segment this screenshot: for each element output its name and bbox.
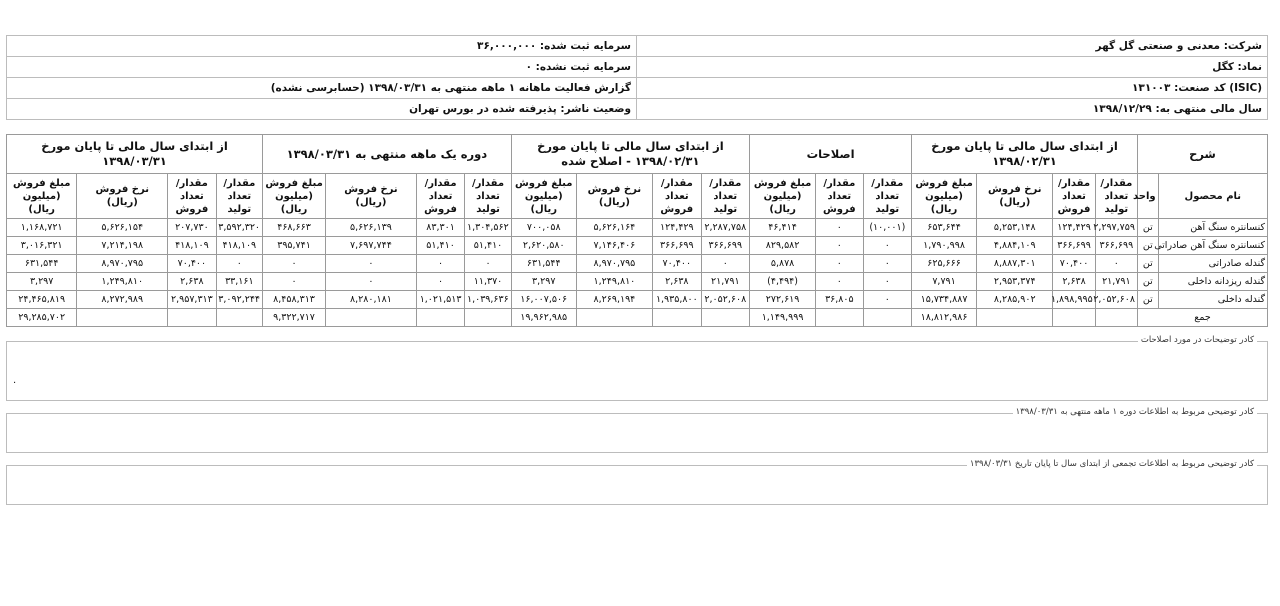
- cumulative-box-legend: کادر توضیحی مربوط به اطلاعات تجمعی از ابتدای سال تا پایان تاریخ ۱۳۹۸/۰۳/۳۱: [967, 459, 1257, 469]
- group-header-1: از ابتدای سال مالی تا پایان مورخ ۱۳۹۸/۰۲/۳۱: [912, 135, 1138, 174]
- cell: ۶۳۱,۵۴۴: [511, 255, 576, 273]
- cell: ۱۶,۰۰۷,۵۰۶: [511, 291, 576, 309]
- cell: ۶۲۵,۶۶۶: [912, 255, 977, 273]
- company-info-table: [6, 35, 1268, 120]
- cell: ۴۱۸,۱۰۹: [168, 237, 216, 255]
- cell: ۰: [701, 255, 749, 273]
- cell: ۲۱,۷۹۱: [1095, 273, 1137, 291]
- cell: ۱,۸۹۸,۹۹۵: [1053, 291, 1095, 309]
- total-row: [7, 309, 1268, 327]
- cell: ۵,۶۲۶,۱۵۴: [77, 219, 168, 237]
- cell: ۰: [263, 273, 326, 291]
- cell: ۰: [216, 255, 262, 273]
- company-name: شرکت: معدنی و صنعتی گل گهر: [637, 36, 1268, 57]
- cell: ۳۶۶,۶۹۹: [1095, 237, 1137, 255]
- fiscal-year: سال مالی منتهی به: ۱۳۹۸/۱۲/۲۹: [637, 99, 1268, 120]
- cell: ۷۰,۴۰۰: [1053, 255, 1095, 273]
- cell: ۲,۶۲۰,۵۸۰: [511, 237, 576, 255]
- cell: ۱۱,۳۷۰: [465, 273, 511, 291]
- cell: ۲,۹۵۳,۳۷۴: [977, 273, 1053, 291]
- subheader-g1-1: مقدار/تعداد تولید: [1095, 174, 1137, 219]
- cell: ۴۶,۴۱۴: [750, 219, 816, 237]
- cell: ۳۶۶,۶۹۹: [701, 237, 749, 255]
- subheader-g5-3: نرخ فروش (ریال): [77, 174, 168, 219]
- cell: ۲,۹۵۷,۳۱۳: [168, 291, 216, 309]
- cell: ۷,۶۹۷,۷۴۴: [326, 237, 417, 255]
- cell: ۲,۶۳۸: [1053, 273, 1095, 291]
- table-row: [7, 219, 1268, 237]
- report-container: [6, 35, 1268, 505]
- cell: ۳,۰۱۶,۳۲۱: [7, 237, 77, 255]
- cell: ۲,۲۹۷,۷۵۹: [1095, 219, 1137, 237]
- group-header-3: از ابتدای سال مالی تا پایان مورخ ۱۳۹۸/۰۲/۳۱ - اصلاح شده: [511, 135, 749, 174]
- cell: ۰: [816, 237, 863, 255]
- cell: ۳۶۶,۶۹۹: [1053, 237, 1095, 255]
- cell: ۱,۹۳۵,۸۰۰: [653, 291, 701, 309]
- table-row: [7, 273, 1268, 291]
- unit: تن: [1138, 291, 1159, 309]
- total-g3: ۱۹,۹۶۲,۹۸۵: [511, 309, 576, 327]
- subheader-g5-1: مقدار/تعداد تولید: [216, 174, 262, 219]
- cell: ۱۵,۷۳۴,۸۸۷: [912, 291, 977, 309]
- cell: ۸,۲۸۰,۱۸۱: [326, 291, 417, 309]
- cell: ۲۴,۴۶۵,۸۱۹: [7, 291, 77, 309]
- subheader-g1-3: نرخ فروش (ریال): [977, 174, 1053, 219]
- symbol: نماد: کگل: [637, 57, 1268, 78]
- table-row: [7, 237, 1268, 255]
- cell: ۱,۷۹۰,۹۹۸: [912, 237, 977, 255]
- subheader-g2-3: مبلغ فروش (میلیون ریال): [750, 174, 816, 219]
- cell: ۸,۴۵۸,۳۱۳: [263, 291, 326, 309]
- cell: ۴۶۸,۶۶۳: [263, 219, 326, 237]
- unit: تن: [1138, 255, 1159, 273]
- subheader-g4-4: مبلغ فروش (میلیون ریال): [263, 174, 326, 219]
- cell: ۷,۷۹۱: [912, 273, 977, 291]
- cell: ۷۰۰,۰۵۸: [511, 219, 576, 237]
- cell: ۴,۸۸۴,۱۰۹: [977, 237, 1053, 255]
- unit: تن: [1138, 273, 1159, 291]
- cell: ۲۰۷,۷۳۰: [168, 219, 216, 237]
- group-header-4: دوره یک ماهه منتهی به ۱۳۹۸/۰۳/۳۱: [263, 135, 512, 174]
- table-body: [7, 219, 1268, 327]
- cell: ۲,۰۵۲,۶۰۸: [1095, 291, 1137, 309]
- cell: ۵,۶۲۶,۱۳۹: [326, 219, 417, 237]
- cell: ۰: [1095, 255, 1137, 273]
- group-header-5: از ابتدای سال مالی تا پایان مورخ ۱۳۹۸/۰۳/۳۱: [7, 135, 263, 174]
- subheader-g4-1: مقدار/تعداد تولید: [465, 174, 511, 219]
- cell: ۱,۲۴۹,۸۱۰: [576, 273, 652, 291]
- cell: ۰: [816, 273, 863, 291]
- cell: ۷,۱۴۶,۴۰۶: [576, 237, 652, 255]
- table-row: [7, 255, 1268, 273]
- cell: ۰: [263, 255, 326, 273]
- subheader-g3-2: مقدار/تعداد فروش: [653, 174, 701, 219]
- cell: ۱,۱۶۸,۷۲۱: [7, 219, 77, 237]
- subheader-row: [7, 174, 1268, 219]
- cell: ۶۳۱,۵۴۴: [7, 255, 77, 273]
- cell: ۳۳,۱۶۱: [216, 273, 262, 291]
- cell: ۳,۵۹۲,۳۲۰: [216, 219, 262, 237]
- cell: ۱,۰۲۱,۵۱۳: [416, 291, 464, 309]
- cell: ۱,۰۳۹,۶۳۶: [465, 291, 511, 309]
- cumulative-box[interactable]: [6, 459, 1268, 505]
- cell: ۷۰,۴۰۰: [653, 255, 701, 273]
- period-box-legend: کادر توضیحی مربوط به اطلاعات دوره ۱ ماهه منتهی به ۱۳۹۸/۰۳/۳۱: [1013, 407, 1257, 417]
- cell: ۰: [863, 291, 911, 309]
- publisher-status: وضعیت ناشر: پذیرفته شده در بورس تهران: [7, 99, 637, 120]
- subheader-g1-4: مبلغ فروش (میلیون ریال): [912, 174, 977, 219]
- cell: ۳۶,۸۰۵: [816, 291, 863, 309]
- cell: ۸,۲۸۵,۹۰۲: [977, 291, 1053, 309]
- cell: ۰: [816, 219, 863, 237]
- production-sales-table: [6, 134, 1268, 327]
- cell: ۵۱,۴۱۰: [465, 237, 511, 255]
- product-name: کنسانتره سنگ آهن صادراتی: [1158, 237, 1267, 255]
- subheader-g5-2: مقدار/تعداد فروش: [168, 174, 216, 219]
- report-title: گزارش فعالیت ماهانه ۱ ماهه منتهی به ۱۳۹۸/۰۳/۳۱ (حسابرسی نشده): [7, 78, 637, 99]
- cell: ۰: [326, 255, 417, 273]
- subheader-g3-4: مبلغ فروش (میلیون ریال): [511, 174, 576, 219]
- cell: ۲۱,۷۹۱: [701, 273, 749, 291]
- cell: ۸۳,۳۰۱: [416, 219, 464, 237]
- cell: ۲,۲۸۷,۷۵۸: [701, 219, 749, 237]
- cell: ۱,۳۰۴,۵۶۲: [465, 219, 511, 237]
- cell: ۸,۹۷۰,۷۹۵: [77, 255, 168, 273]
- cell: ۸,۹۷۰,۷۹۵: [576, 255, 652, 273]
- cell: ۳,۲۹۷: [511, 273, 576, 291]
- cell: ۸,۸۸۷,۳۰۱: [977, 255, 1053, 273]
- cell: ۵۱,۴۱۰: [416, 237, 464, 255]
- subheader-g4-2: مقدار/تعداد فروش: [416, 174, 464, 219]
- desc-header: شرح: [1138, 135, 1268, 174]
- subheader-g3-1: مقدار/تعداد تولید: [701, 174, 749, 219]
- cell: ۲۷۲,۶۱۹: [750, 291, 816, 309]
- subheader-g5-4: مبلغ فروش (میلیون ریال): [7, 174, 77, 219]
- unit: تن: [1138, 219, 1159, 237]
- product-name: گندله داخلی: [1158, 291, 1267, 309]
- cell: ۰: [416, 255, 464, 273]
- cell: ۲,۰۵۲,۶۰۸: [701, 291, 749, 309]
- cell: ۳۹۵,۷۴۱: [263, 237, 326, 255]
- product-name: گندله ریزدانه داخلی: [1158, 273, 1267, 291]
- cell: ۶۵۳,۶۴۴: [912, 219, 977, 237]
- total-g2: ۱,۱۴۹,۹۹۹: [750, 309, 816, 327]
- cell: ۰: [863, 237, 911, 255]
- cell: ۰: [863, 255, 911, 273]
- cell: ۵,۶۲۶,۱۶۴: [576, 219, 652, 237]
- cell: ۲,۶۳۸: [168, 273, 216, 291]
- cell: ۳,۲۹۷: [7, 273, 77, 291]
- total-g4: ۹,۳۲۲,۷۱۷: [263, 309, 326, 327]
- cell: ۳۶۶,۶۹۹: [653, 237, 701, 255]
- total-label: جمع: [1138, 309, 1268, 327]
- product-name: گندله صادراتی: [1158, 255, 1267, 273]
- product-name: کنسانتره سنگ آهن: [1158, 219, 1267, 237]
- cell: ۸,۲۶۹,۱۹۴: [576, 291, 652, 309]
- capital-unregistered: سرمایه ثبت نشده: ۰: [7, 57, 637, 78]
- cell: ۰: [863, 273, 911, 291]
- group-header-2: اصلاحات: [750, 135, 912, 174]
- subheader-g4-3: نرخ فروش (ریال): [326, 174, 417, 219]
- cell: ۱۲۴,۴۲۹: [653, 219, 701, 237]
- subheader-g2-2: مقدار/تعداد فروش: [816, 174, 863, 219]
- unit: تن: [1138, 237, 1159, 255]
- cell: ۱,۲۴۹,۸۱۰: [77, 273, 168, 291]
- total-g1: ۱۸,۸۱۲,۹۸۶: [912, 309, 977, 327]
- period-box[interactable]: [6, 407, 1268, 453]
- subheader-g3-3: نرخ فروش (ریال): [576, 174, 652, 219]
- cell: ۳,۰۹۲,۲۴۴: [216, 291, 262, 309]
- subheader-g1-2: مقدار/تعداد فروش: [1053, 174, 1095, 219]
- cell: ۰: [416, 273, 464, 291]
- isic-code: (ISIC) کد صنعت: ۱۳۱۰۰۳: [637, 78, 1268, 99]
- cell: ۸۲۹,۵۸۲: [750, 237, 816, 255]
- cell: ۸,۲۷۲,۹۸۹: [77, 291, 168, 309]
- cell: ۰: [326, 273, 417, 291]
- cell: ۷۰,۴۰۰: [168, 255, 216, 273]
- total-g5: ۲۹,۲۸۵,۷۰۲: [7, 309, 77, 327]
- unit-header: واحد: [1138, 174, 1159, 219]
- cell: ۰: [816, 255, 863, 273]
- cell: ۴۱۸,۱۰۹: [216, 237, 262, 255]
- cell: (۱۰,۰۰۱): [863, 219, 911, 237]
- cell: ۵,۲۵۳,۱۴۸: [977, 219, 1053, 237]
- corrections-box-legend: کادر توضیحات در مورد اصلاحات: [1138, 335, 1257, 345]
- cell: ۷,۲۱۴,۱۹۸: [77, 237, 168, 255]
- table-row: [7, 291, 1268, 309]
- product-name-header: نام محصول: [1158, 174, 1267, 219]
- cell: ۲,۶۳۸: [653, 273, 701, 291]
- capital-registered: سرمایه ثبت شده: ۳۶,۰۰۰,۰۰۰: [7, 36, 637, 57]
- cell: ۵,۸۷۸: [750, 255, 816, 273]
- cell: ۰: [465, 255, 511, 273]
- corrections-box-text: .: [13, 375, 17, 386]
- subheader-g2-1: مقدار/تعداد تولید: [863, 174, 911, 219]
- cell: (۴,۴۹۴): [750, 273, 816, 291]
- cell: ۱۲۴,۴۲۹: [1053, 219, 1095, 237]
- corrections-box[interactable]: [6, 335, 1268, 401]
